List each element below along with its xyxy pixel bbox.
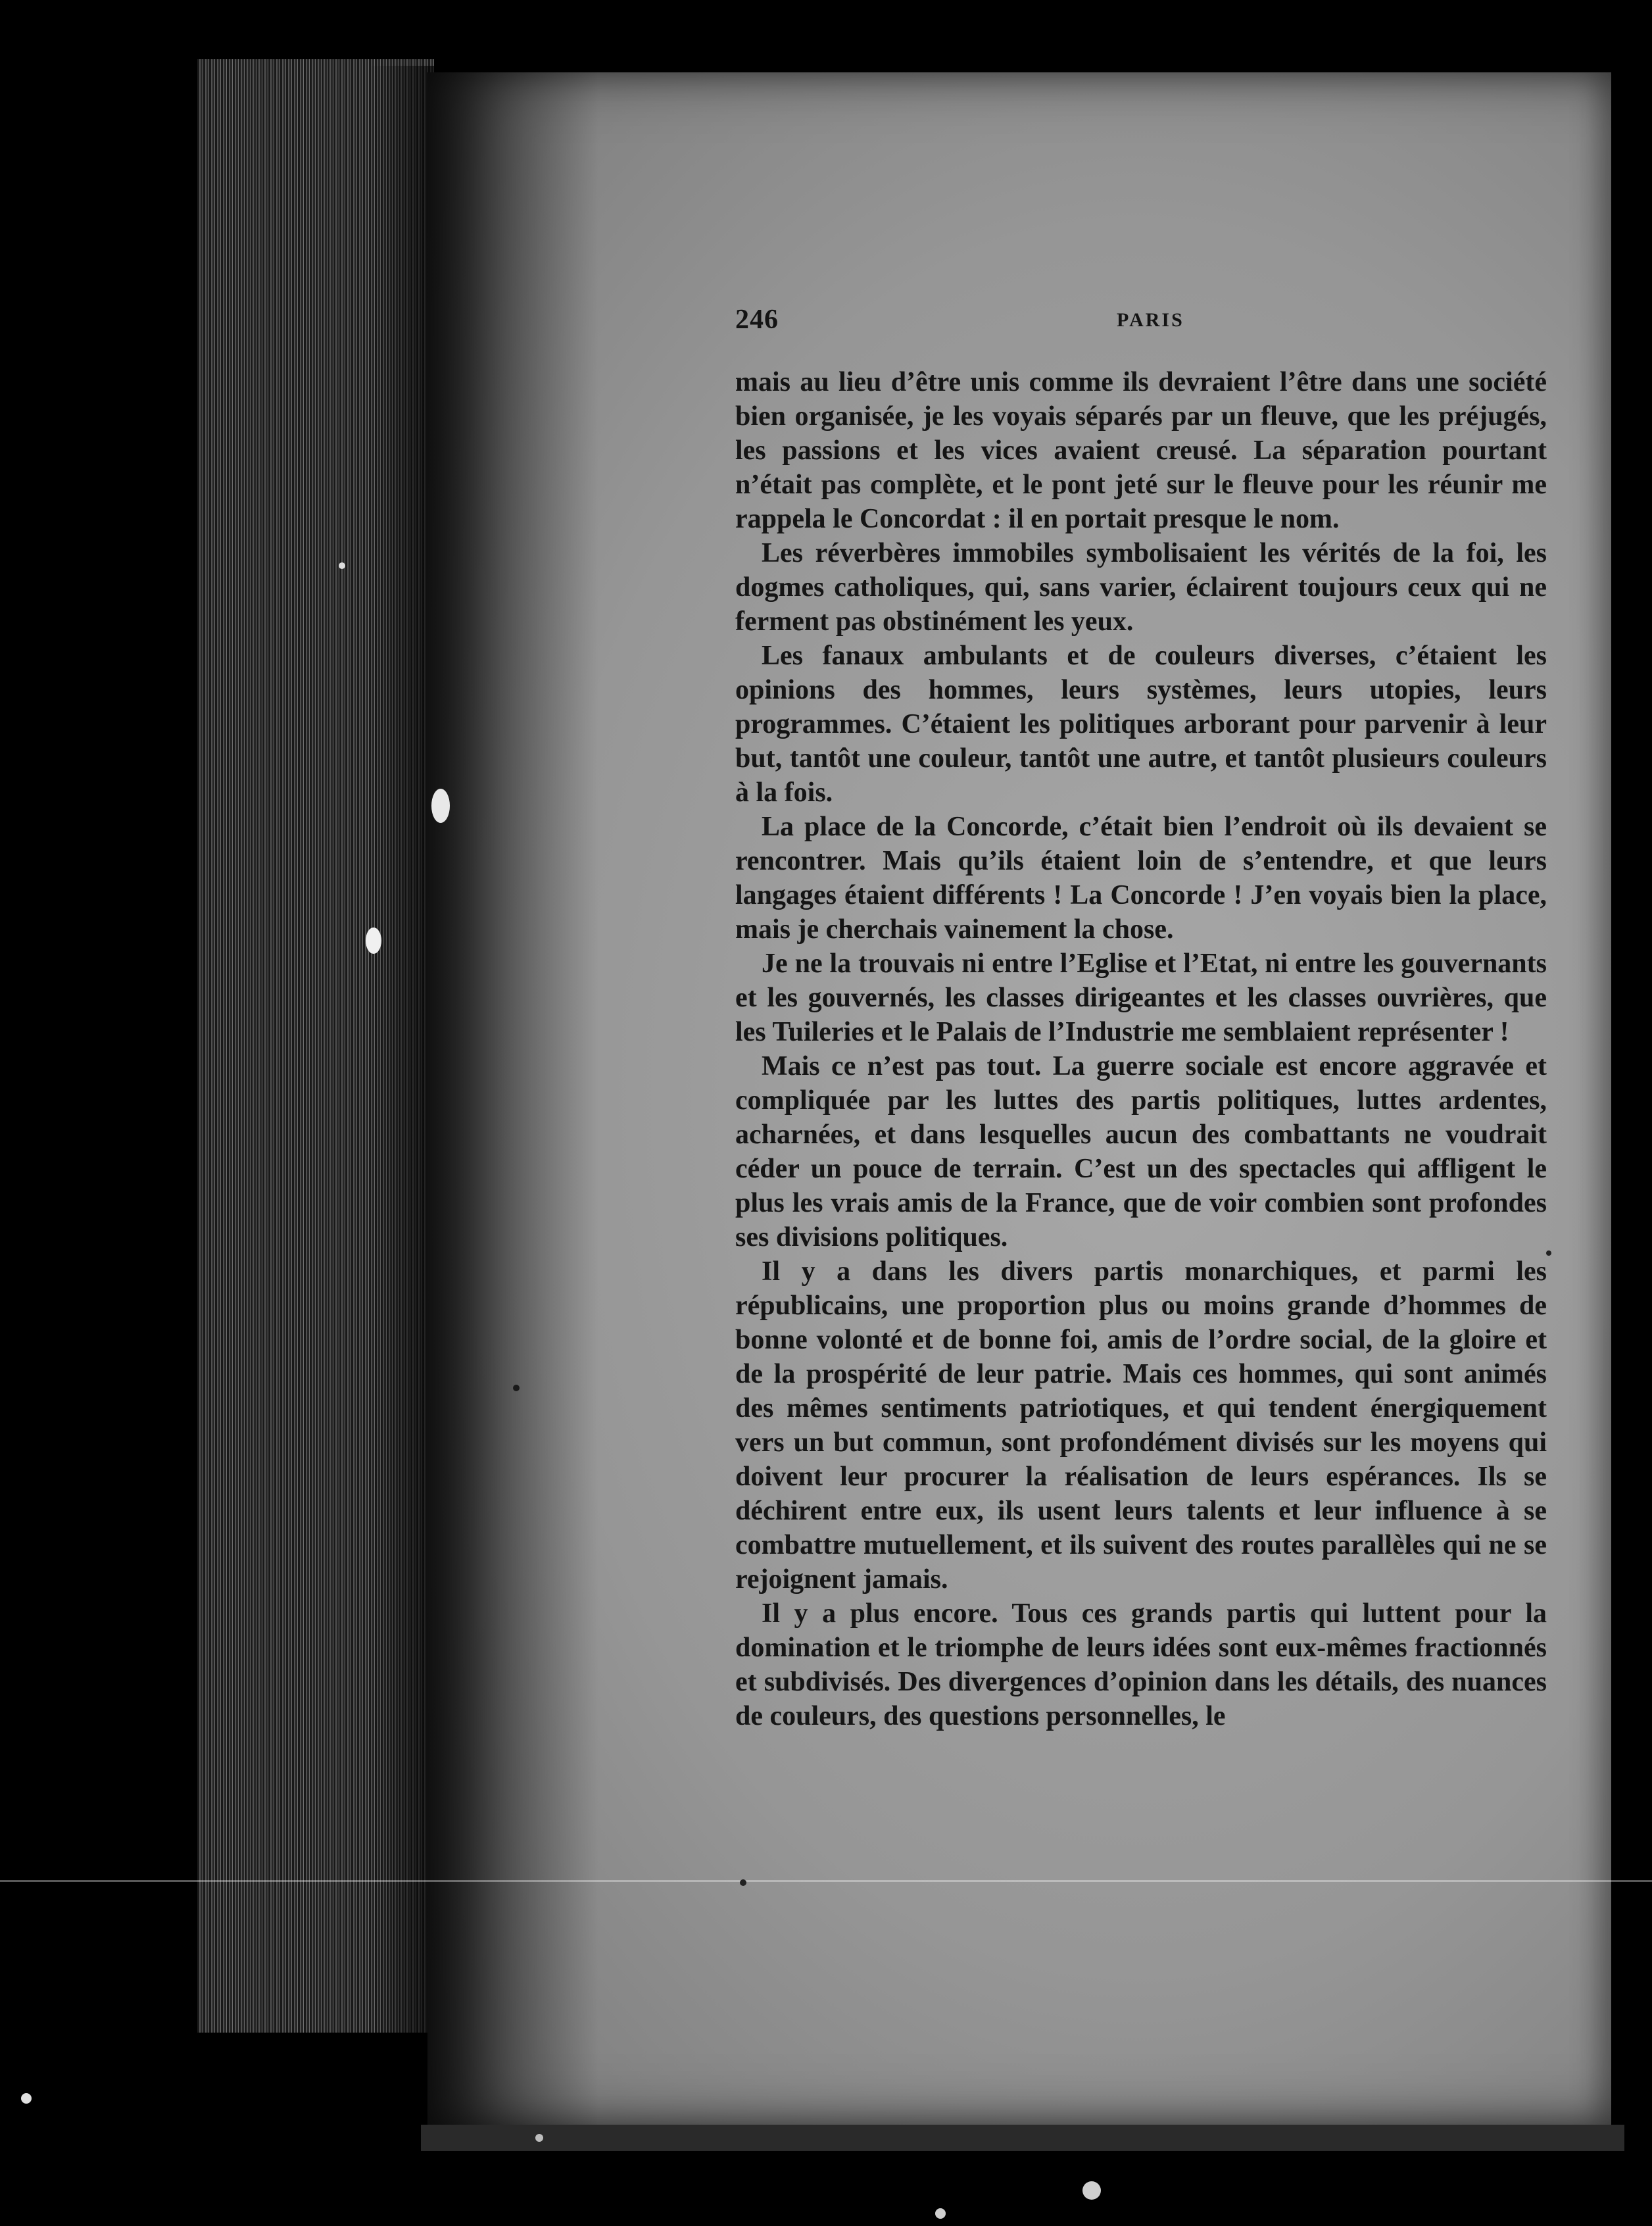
paragraph: Les réverbères immobiles symbolisaient les vérités de la foi, les dogmes catholiques, qui, sans varier, éclairent toujours ceux qui ne ferment pas obstinément les yeux. xyxy=(735,538,1547,637)
paragraph: Il y a plus encore. Tous ces grands partis qui luttent pour la domination et le triomphe de leurs idées sont eux-mêmes fractionnés et subdivisés. Des divergences d’opinion dans les détails, des nuances de couleurs, des questions personnelles, le xyxy=(735,1598,1547,1731)
paragraph: Je ne la trouvais ni entre l’Eglise et l’Etat, ni entre les gouvernants et les gouvernés, les classes dirigeantes et les classes ouvrières, que les Tuileries et le Palais de l’Industrie me semblaient représenter ! xyxy=(735,949,1547,1047)
paragraph: mais au lieu d’être unis comme ils devraient l’être dans une société bien organisée, je les voyais séparés par un fleuve, que les préjugés, les passions et les vices avaient creusé. La séparation pourtant n’était pas complète, et le pont jeté sur le fleuve pour les réunir me rappela le Concordat : il en portait presque le nom. xyxy=(735,367,1547,534)
scan-artifact-line xyxy=(0,1880,1652,1882)
gutter-shadow xyxy=(427,72,598,2125)
speck xyxy=(21,2093,32,2104)
page-bottom-edge xyxy=(421,2125,1624,2151)
speck xyxy=(1082,2181,1101,2200)
page-header xyxy=(735,304,1547,350)
page-number: 246 xyxy=(735,305,779,335)
paragraph: Mais ce n’est pas tout. La guerre sociale est encore aggravée et compliquée par les luttes des partis politiques, luttes ardentes, acharnées, et dans lesquelles aucun des combattants ne voudrait céder un pouce de terrain. C’est un des spectacles qui affligent le plus les vrais amis de la France, que de voir combien sont profondes ses divisions politiques. xyxy=(735,1051,1547,1252)
paragraph: La place de la Concorde, c’était bien l’endroit où ils devaient se rencontrer. Mais qu’ils étaient loin de s’entendre, et que leurs langages étaient différents ! La Concorde ! J’en voyais bien la place, mais je cherchais vainement la chose. xyxy=(735,812,1547,945)
speck xyxy=(935,2208,946,2219)
paragraph: Il y a dans les divers partis monarchiques, et parmi les républicains, une proportion plus ou moins grande d’hommes de bonne volonté et de bonne foi, amis de l’ordre social, de la gloire et de la prospérité de leur patrie. Mais ces hommes, qui sont animés des mêmes sentiments patriotiques, et qui tendent énergiquement vers un but commun, sont profondément divisés sur les moyens qui doivent leur procurer la réalisation de leurs espérances. Ils se déchirent entre eux, ils usent leurs talents et leur influence à se combattre mutuellement, et ils suivent des routes parallèles qui ne se rejoignent jamais. xyxy=(735,1256,1547,1595)
running-head: PARIS xyxy=(1117,309,1184,331)
body-text xyxy=(735,365,1547,1733)
paragraph: Les fanaux ambulants et de couleurs diverses, c’étaient les opinions des hommes, leurs systèmes, leurs utopies, leurs programmes. C’étaient les politiques arborant pour parvenir à leur but, tantôt une couleur, tantôt une autre, et tantôt plusieurs couleurs à la fois. xyxy=(735,641,1547,808)
